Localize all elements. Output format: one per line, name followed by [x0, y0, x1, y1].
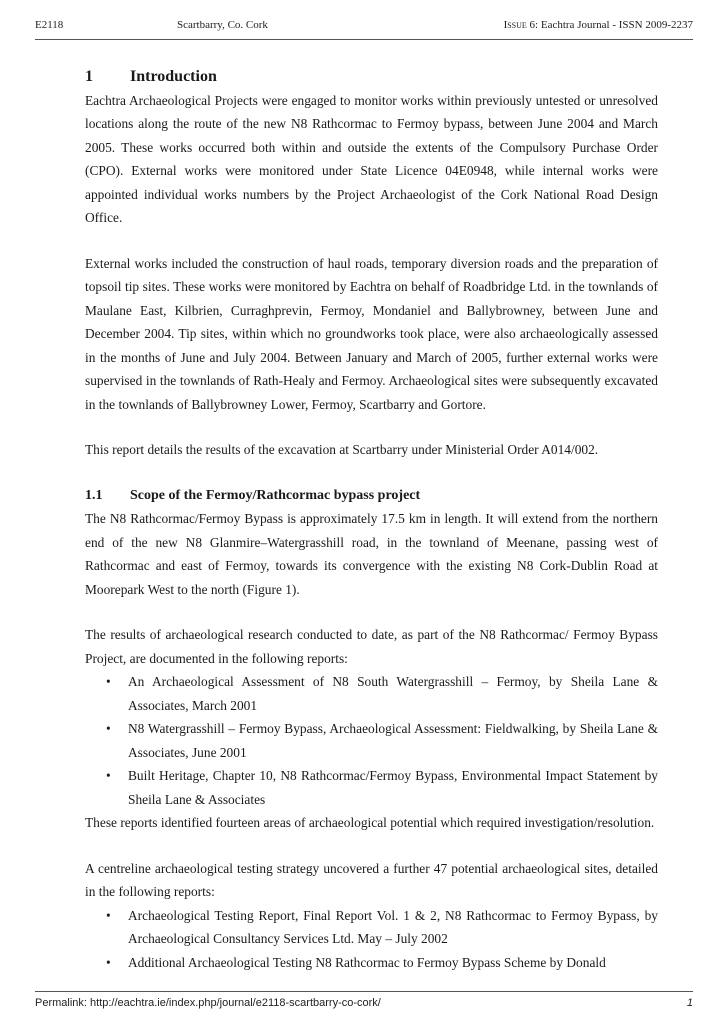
footer-rule — [35, 991, 693, 992]
issue-word: Issue — [503, 19, 527, 31]
subsection-number: 1.1 — [85, 487, 103, 503]
journal-issue — [504, 19, 693, 31]
paragraph: Eachtra Archaeological Projects were engaged to monitor works within previously untested or unresolved locations along the route of the new N8 Rathcormac to Fermoy bypass, between June 2004 and March 2005. These works occurred both within and outside the extents of the Compulsory Purchase Order (CPO). External works were monitored under State Licence 04E0948, while internal works were appointed individual works numbers by the Project Archaeologist of the Cork National Road Design Office. — [85, 92, 658, 225]
list-item — [85, 717, 658, 764]
testing-report-list — [85, 904, 658, 975]
bullet-icon: • — [106, 721, 111, 736]
list-item-text: Archaeological Testing Report, Final Report Vol. 1 & 2, N8 Rathcormac to Fermoy Bypass, by Archaeological Consultancy Services Ltd. May – July 2002 — [128, 907, 658, 946]
list-item — [85, 951, 658, 975]
report-list — [85, 670, 658, 811]
list-item-text: Additional Archaeological Testing N8 Rathcormac to Fermoy Bypass Scheme by Donald — [128, 954, 606, 970]
list-item-text: An Archaeological Assessment of N8 South Watergrasshill – Fermoy, by Sheila Lane & Associates, March 2001 — [128, 674, 658, 713]
page-footer — [35, 997, 693, 1013]
list-item — [85, 904, 658, 951]
list-item-text: N8 Watergrasshill – Fermoy Bypass, Archaeological Assessment: Fieldwalking, by Sheila Lane & Associates, June 2001 — [128, 721, 658, 760]
header-rule — [35, 39, 693, 40]
site-location: Scartbarry, Co. Cork — [177, 19, 268, 31]
page-header — [35, 19, 693, 35]
paragraph: External works included the construction of haul roads, temporary diversion roads and the preparation of topsoil tip sites. These works were monitored by Eachtra on behalf of Roadbridge Ltd. in the townlands of Maulane East, Kilbrien, Curraghprevin, Fermoy, Mondaniel and Ballybrowney, between June and December 2004. Tip sites, within which no groundworks took place, were also archaeologically assessed in the months of June and July 2004. Between January and March of 2005, further external works were supervised in the townlands of Rath-Healy and Fermoy. Archaeological sites were subsequently excavated in the townlands of Ballybrowney Lower, Fermoy, Scartbarry and Gortore. — [85, 255, 658, 412]
subsection-title: Scope of the Fermoy/Rathcormac bypass project — [130, 487, 421, 503]
paragraph: These reports identified fourteen areas of archaeological potential which required investigation/resolution. — [85, 815, 655, 830]
section-number: 1 — [85, 68, 93, 85]
section-heading — [85, 65, 658, 89]
section-title: Introduction — [130, 68, 217, 85]
paragraph: The N8 Rathcormac/Fermoy Bypass is approximately 17.5 km in length. It will extend from the northern end of the new N8 Glanmire–Watergrasshill road, in the townland of Meenane, passing west of Rathcormac and east of Fermoy, towards its convergence with the existing N8 Cork-Dublin Road at Moorepark West to the north (Figure 1). — [85, 511, 658, 597]
page-number: 1 — [686, 997, 693, 1009]
report-code: E2118 — [35, 19, 64, 31]
bullet-icon: • — [106, 907, 111, 923]
paragraph: The results of archaeological research conducted to date, as part of the N8 Rathcormac/ Fermoy Bypass Project, are documented in the following reports: — [85, 627, 658, 666]
document-body — [85, 63, 658, 974]
issue-details: 6: Eachtra Journal - ISSN 2009-2237 — [526, 19, 693, 31]
list-item — [85, 764, 658, 811]
paragraph: A centreline archaeological testing strategy uncovered a further 47 potential archaeological sites, detailed in the following reports: — [85, 860, 658, 899]
bullet-icon: • — [106, 954, 111, 970]
paragraph: This report details the results of the excavation at Scartbarry under Ministerial Order A014/002. — [85, 442, 599, 457]
list-item — [85, 670, 658, 717]
subsection-heading — [85, 484, 658, 508]
permalink[interactable]: Permalink: http://eachtra.ie/index.php/journal/e2118-scartbarry-co-cork/ — [35, 997, 381, 1009]
list-item-text: Built Heritage, Chapter 10, N8 Rathcormac/Fermoy Bypass, Environmental Impact Statement by Sheila Lane & Associates — [128, 768, 658, 807]
bullet-icon: • — [106, 768, 111, 783]
bullet-icon: • — [106, 674, 111, 689]
